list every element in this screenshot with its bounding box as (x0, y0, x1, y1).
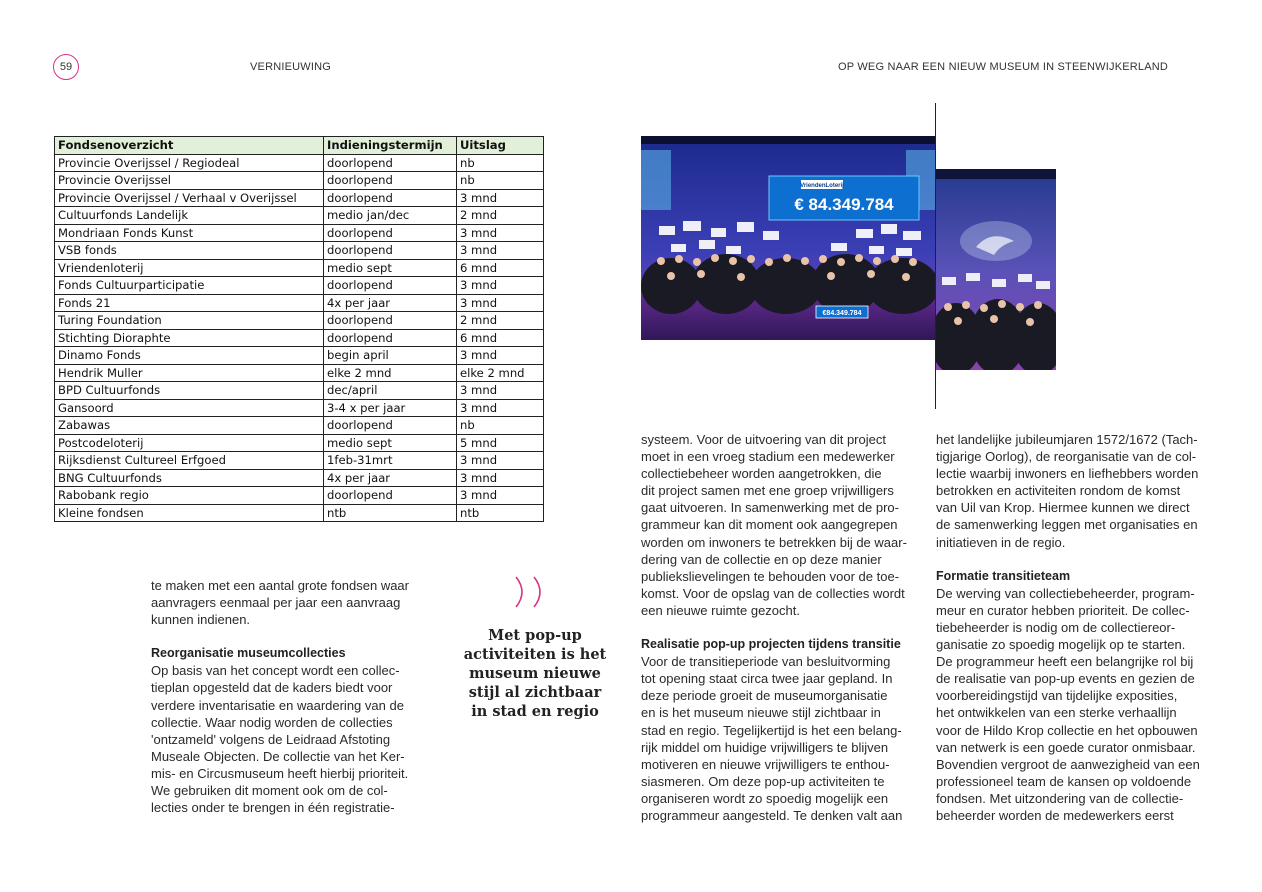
paragraph-line: tiebeheerder is nodig om de collectiereor- (936, 619, 1176, 635)
fund-result: 3 mnd (457, 399, 544, 417)
fund-deadline: ntb (324, 504, 457, 522)
paragraph-line: deze periode groeit de museumorganisatie (641, 688, 888, 704)
fund-result: 3 mnd (457, 347, 544, 365)
fund-name: Stichting Dioraphte (55, 329, 324, 347)
fund-name: Dinamo Fonds (55, 347, 324, 365)
paragraph-line: Bovendien vergroot de aanwezigheid van een (936, 756, 1200, 772)
paragraph-line: beheerder worden de medewerkers eerst (936, 807, 1174, 823)
fund-name: Provincie Overijssel (55, 172, 324, 190)
paragraph-line: van Uil van Krop. Hiermee kunnen we direct (936, 500, 1190, 516)
table-row (55, 399, 544, 417)
text-column-2 (641, 431, 917, 824)
paragraph-line: het ontwikkelen van een sterke verhaallijn (936, 705, 1177, 721)
prize-cheque: €84.349.784 (822, 310, 862, 317)
fund-result: 3 mnd (457, 294, 544, 312)
fund-deadline: elke 2 mnd (324, 364, 457, 382)
paragraph-line: Op basis van het concept wordt een collec- (151, 663, 400, 679)
table-row (55, 189, 544, 207)
table-row (55, 154, 544, 172)
fund-name: Rijksdienst Cultureel Erfgoed (55, 452, 324, 470)
paragraph-line: fondsen. Met uitzondering van de collectie- (936, 790, 1184, 806)
paragraph-line: grammeur kan dit moment ook aangegrepen (641, 517, 898, 533)
fund-result: 3 mnd (457, 452, 544, 470)
paragraph-line: meur en curator hebben prioriteit. De collec- (936, 602, 1190, 618)
fund-result: 3 mnd (457, 242, 544, 260)
table-row (55, 242, 544, 260)
fund-name: Rabobank regio (55, 487, 324, 505)
table-row (55, 294, 544, 312)
paragraph-line: collectiebeheer worden aangetrokken, die (641, 466, 882, 482)
table-row (55, 207, 544, 225)
fund-name: Kleine fondsen (55, 504, 324, 522)
fund-name: Fonds Cultuurparticipatie (55, 277, 324, 295)
paragraph-line: systeem. Voor de uitvoering van dit project (641, 432, 886, 447)
table-row (55, 434, 544, 452)
paragraph-line: kunnen indienen. (151, 612, 251, 628)
fund-name: Provincie Overijssel / Regiodeal (55, 154, 324, 172)
fund-result: 3 mnd (457, 277, 544, 295)
table-row (55, 487, 544, 505)
fund-deadline: doorlopend (324, 224, 457, 242)
paragraph-line: de realisatie van pop-up events en gezien de (936, 671, 1195, 687)
fund-result: 2 mnd (457, 312, 544, 330)
section-heading: Realisatie pop-up projecten tijdens transitie (641, 637, 901, 652)
fund-deadline: medio sept (324, 434, 457, 452)
fund-name: Zabawas (55, 417, 324, 435)
fund-result: 5 mnd (457, 434, 544, 452)
fund-name: Mondriaan Fonds Kunst (55, 224, 324, 242)
paragraph-line: motiveren en nieuwe vrijwilligers te enthou- (641, 756, 890, 772)
paragraph-line: het landelijke jubileumjaren 1572/1672 (Tach- (936, 432, 1198, 447)
fund-result: 6 mnd (457, 259, 544, 277)
fund-name: VSB fonds (55, 242, 324, 260)
fund-deadline: dec/april (324, 382, 457, 400)
text-column-1 (151, 577, 425, 816)
side-photo (936, 169, 1056, 376)
fund-name: Postcodeloterij (55, 434, 324, 452)
paragraph-line: siasmeren. Om deze pop-up activiteiten te (641, 773, 885, 789)
paragraph-line: en is het museum nieuwe stijl zichtbaar in (641, 705, 881, 721)
lottery-logo: VriendenLoterij (800, 183, 844, 189)
paragraph-line: De programmeur heeft een belangrijke rol bij (936, 654, 1194, 670)
fund-result: nb (457, 172, 544, 190)
paragraph-line: tigjarige Oorlog), de reorganisatie van de col- (936, 449, 1197, 465)
table-header-row (55, 137, 544, 155)
paragraph-line: een nieuwe ruimte gezocht. (641, 602, 800, 618)
fund-result: 3 mnd (457, 487, 544, 505)
section-heading: Formatie transitieteam (936, 568, 1071, 583)
paragraph-line: worden om inwoners te betrekken bij de waar- (641, 534, 907, 550)
paragraph-line: tot opening staat circa twee jaar gepland. In (641, 671, 893, 687)
fund-name: Hendrik Muller (55, 364, 324, 382)
fund-deadline: 1feb-31mrt (324, 452, 457, 470)
fund-name: Vriendenloterij (55, 259, 324, 277)
fund-deadline: doorlopend (324, 277, 457, 295)
fund-result: elke 2 mnd (457, 364, 544, 382)
paragraph-line: van netwerk is een goede curator onmisbaar. (936, 739, 1196, 755)
fund-deadline: doorlopend (324, 154, 457, 172)
fund-deadline: doorlopend (324, 312, 457, 330)
paragraph-line: professioneel team de kansen op voldoende (936, 773, 1192, 789)
paragraph-line: lecties onder te brengen in één registratie- (151, 800, 395, 816)
paragraph-line: dering van de collectie en op deze manier (641, 551, 882, 567)
paragraph-line: De werving van collectiebeheerder, program- (936, 585, 1195, 601)
column-header-deadline: Indieningstermijn (324, 137, 457, 155)
fund-deadline: 3-4 x per jaar (324, 399, 457, 417)
fund-deadline: doorlopend (324, 487, 457, 505)
paragraph-line: verdere inventarisatie en waardering van de (151, 697, 404, 713)
paragraph-line: programmeur aangesteld. Te denken valt aan (641, 807, 903, 823)
table-row (55, 504, 544, 522)
column-header-result: Uitslag (457, 137, 544, 155)
fund-name: Turing Foundation (55, 312, 324, 330)
fund-deadline: medio jan/dec (324, 207, 457, 225)
fund-result: 3 mnd (457, 224, 544, 242)
paragraph-line: dit project samen met ene groep vrijwilligers (641, 483, 894, 499)
divider-line (935, 103, 936, 409)
section-heading: Reorganisatie museumcollecties (151, 646, 346, 661)
paragraph-line: stad en regio. Tegelijkertijd is het een belang- (641, 722, 902, 738)
fund-deadline: 4x per jaar (324, 294, 457, 312)
fund-result: nb (457, 154, 544, 172)
table-row (55, 224, 544, 242)
table-row (55, 259, 544, 277)
fund-result: 6 mnd (457, 329, 544, 347)
table-row (55, 469, 544, 487)
fund-result: 3 mnd (457, 189, 544, 207)
fund-result: 3 mnd (457, 382, 544, 400)
fund-result: nb (457, 417, 544, 435)
table-row (55, 347, 544, 365)
paragraph-line: We gebruiken dit moment ook om de col- (151, 783, 388, 799)
column-header-fund: Fondsenoverzicht (55, 137, 324, 155)
text-column-3 (936, 431, 1209, 824)
paragraph-line: betrokken en activiteiten rondom de komst (936, 483, 1181, 499)
paragraph-line: 'ontzameld' volgens de Leidraad Afstoting (151, 731, 391, 747)
fund-name: Gansoord (55, 399, 324, 417)
paragraph-line: voor de Hildo Krop collectie en het opbouwen (936, 722, 1198, 738)
table-row (55, 312, 544, 330)
page-number: 59 (53, 54, 79, 80)
section-title-right: OP WEG NAAR EEN NIEUW MUSEUM IN STEENWIJKERLAND (838, 61, 1169, 73)
fund-deadline: begin april (324, 347, 457, 365)
fund-name: Provincie Overijssel / Verhaal v Overijssel (55, 189, 324, 207)
fund-name: BNG Cultuurfonds (55, 469, 324, 487)
table-row (55, 364, 544, 382)
table-row (55, 382, 544, 400)
fund-deadline: doorlopend (324, 329, 457, 347)
table-row (55, 329, 544, 347)
section-title-left: VERNIEUWING (250, 61, 332, 73)
fund-result: 3 mnd (457, 469, 544, 487)
pull-quote: Met pop-up activiteiten is het museum nieuwe stijl al zichtbaar in stad en regio (463, 627, 607, 720)
paragraph-line: publiekslievelingen te behouden voor de toe- (641, 568, 900, 584)
quote-marks-icon (512, 575, 552, 609)
paragraph-line: de samenwerking leggen met organisaties en (936, 517, 1198, 533)
paragraph-line: rijk middel om huidige vrijwilligers te blijven (641, 739, 889, 755)
table-row (55, 417, 544, 435)
fund-result: 2 mnd (457, 207, 544, 225)
paragraph-line: voorbereidingstijd van tijdelijke exposities, (936, 688, 1178, 704)
paragraph-line: aanvragers eenmaal per jaar een aanvraag (151, 595, 401, 611)
paragraph-line: moet in een vroeg stadium een medewerker (641, 449, 895, 465)
fund-deadline: doorlopend (324, 417, 457, 435)
event-photo-illustration (641, 136, 936, 346)
amount-banner: € 84.349.784 (794, 195, 894, 214)
event-photo (641, 136, 936, 346)
fund-name: Fonds 21 (55, 294, 324, 312)
table-row (55, 452, 544, 470)
fund-deadline: doorlopend (324, 189, 457, 207)
paragraph-line: komst. Voor de opslag van de collecties wordt (641, 585, 905, 601)
fund-name: BPD Cultuurfonds (55, 382, 324, 400)
paragraph-line: te maken met een aantal grote fondsen waar (151, 578, 409, 593)
paragraph-line: initiatieven in de regio. (936, 534, 1066, 550)
fund-deadline: 4x per jaar (324, 469, 457, 487)
paragraph-line: Museale Objecten. De collectie van het Ker- (151, 748, 405, 764)
paragraph-line: collectie. Waar nodig worden de collecties (151, 714, 393, 730)
fund-deadline: medio sept (324, 259, 457, 277)
paragraph-line: tieplan opgesteld dat de kaders biedt voor (151, 680, 393, 696)
side-photo-illustration (936, 169, 1056, 376)
paragraph-line: lectie waarbij inwoners en liefhebbers worden (936, 466, 1199, 482)
table-row (55, 172, 544, 190)
paragraph-line: mis- en Circusmuseum heeft hierbij prioriteit. (151, 765, 409, 781)
fund-result: ntb (457, 504, 544, 522)
table-row (55, 277, 544, 295)
fund-deadline: doorlopend (324, 172, 457, 190)
paragraph-line: ganisatie zo spoedig mogelijk op te starten. (936, 637, 1186, 653)
fund-overview-table (54, 136, 544, 522)
paragraph-line: organiseren wordt zo spoedig mogelijk een (641, 790, 889, 806)
fund-name: Cultuurfonds Landelijk (55, 207, 324, 225)
fund-deadline: doorlopend (324, 242, 457, 260)
paragraph-line: Voor de transitieperiode van besluitvorming (641, 654, 891, 670)
paragraph-line: gaat uitvoeren. In samenwerking met de pro- (641, 500, 899, 516)
